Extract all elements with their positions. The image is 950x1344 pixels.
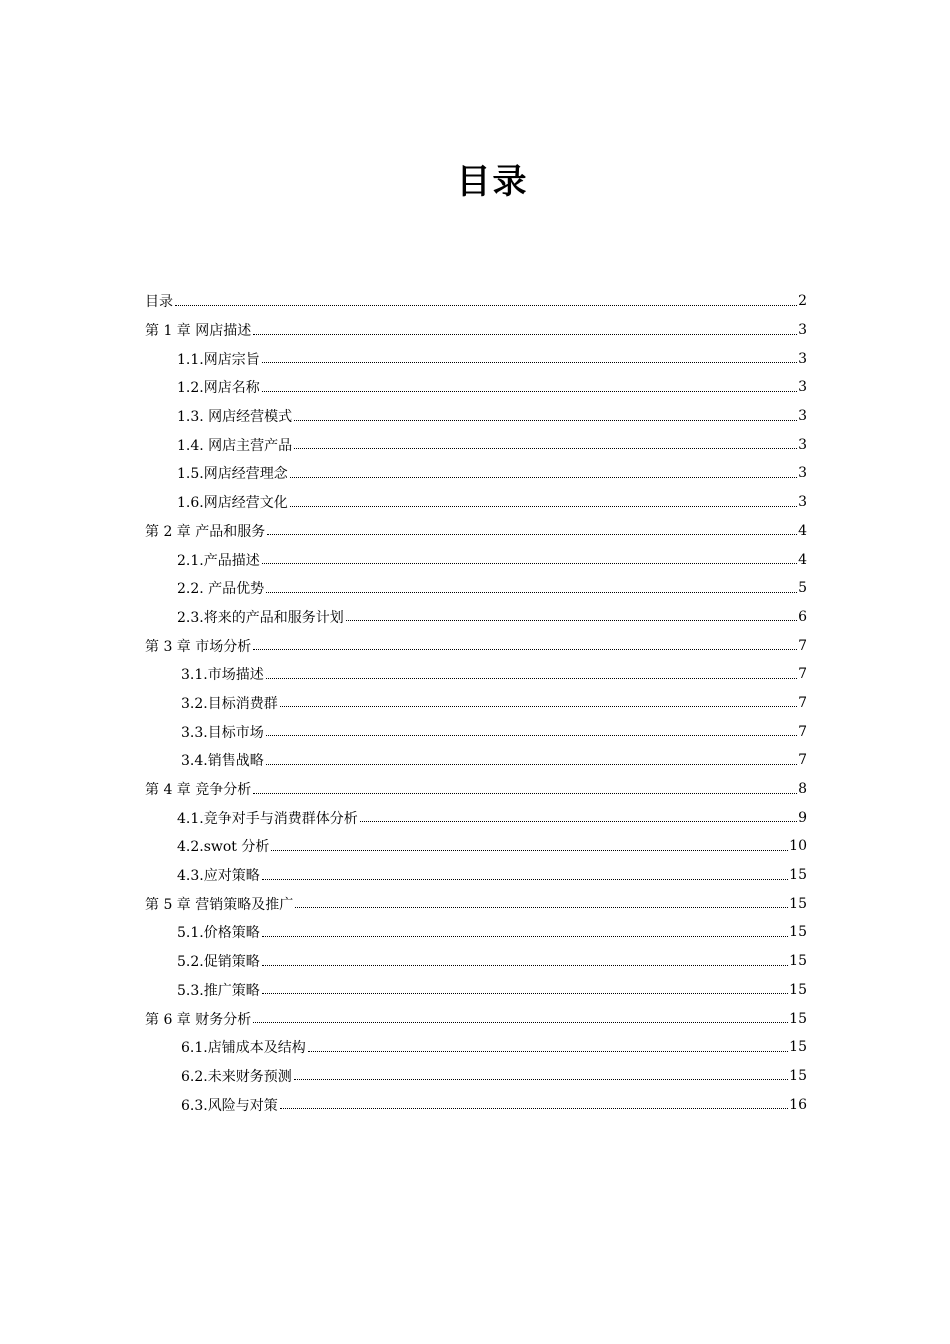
toc-section-entry[interactable] [145, 488, 807, 517]
toc-page-number: 4 [798, 522, 807, 539]
toc-page-number: 8 [798, 781, 807, 798]
toc-entry-label: 6.1.店铺成本及结构 [181, 1040, 306, 1057]
toc-page-number: 7 [798, 723, 807, 740]
dot-leader [266, 721, 797, 736]
toc-page-number: 10 [789, 838, 807, 855]
toc-entry-label: 第 1 章 网店描述 [145, 323, 252, 340]
toc-entry-label: 3.3.目标市场 [181, 724, 264, 741]
dot-leader [267, 520, 797, 535]
toc-page-number: 15 [789, 1067, 807, 1084]
toc-page-number: 15 [789, 1039, 807, 1056]
toc-page-number: 3 [798, 436, 807, 453]
dot-leader [262, 951, 788, 966]
toc-section-entry[interactable] [145, 402, 807, 431]
toc-entry-label: 5.1.价格策略 [177, 925, 260, 942]
toc-section-entry[interactable] [145, 746, 807, 775]
toc-entry-label: 5.3.推广策略 [177, 982, 260, 999]
dot-leader [280, 692, 797, 707]
toc-section-entry[interactable] [145, 947, 807, 976]
toc-page-number: 16 [789, 1096, 807, 1113]
toc-entry-label: 1.3. 网店经营模式 [177, 409, 293, 426]
toc-section-entry[interactable] [145, 976, 807, 1005]
dot-leader [262, 865, 788, 880]
toc-entry-label: 第 5 章 营销策略及推广 [145, 896, 294, 913]
dot-leader [253, 1008, 788, 1023]
dot-leader [262, 922, 788, 937]
toc-section-entry[interactable] [145, 803, 807, 832]
table-of-contents [145, 287, 807, 1119]
toc-page-number: 2 [798, 293, 807, 310]
toc-page-number: 7 [798, 666, 807, 683]
toc-chapter-entry[interactable] [145, 287, 807, 316]
dot-leader [290, 492, 797, 507]
toc-entry-label: 6.2.未来财务预测 [181, 1068, 292, 1085]
toc-entry-label: 4.2.swot 分析 [177, 839, 270, 856]
toc-entry-label: 1.6.网店经营文化 [177, 495, 288, 512]
dot-leader [308, 1037, 788, 1052]
dot-leader [294, 406, 797, 421]
dot-leader [346, 606, 797, 621]
dot-leader [280, 1094, 788, 1109]
toc-section-entry[interactable] [145, 1033, 807, 1062]
toc-page-number: 3 [798, 350, 807, 367]
toc-section-entry[interactable] [145, 373, 807, 402]
toc-page-number: 15 [789, 1010, 807, 1027]
toc-entry-label: 2.3.将来的产品和服务计划 [177, 609, 344, 626]
toc-page-number: 15 [789, 895, 807, 912]
toc-page-number: 15 [789, 981, 807, 998]
toc-entry-label: 1.5.网店经营理念 [177, 466, 288, 483]
toc-section-entry[interactable] [145, 574, 807, 603]
toc-section-entry[interactable] [145, 660, 807, 689]
toc-page-number: 7 [798, 694, 807, 711]
toc-section-entry[interactable] [145, 717, 807, 746]
toc-entry-label: 第 2 章 产品和服务 [145, 523, 266, 540]
toc-chapter-entry[interactable] [145, 631, 807, 660]
toc-entry-label: 3.4.销售战略 [181, 753, 264, 770]
toc-entry-label: 目录 [145, 294, 173, 311]
toc-page-number: 3 [798, 408, 807, 425]
toc-section-entry[interactable] [145, 861, 807, 890]
toc-chapter-entry[interactable] [145, 775, 807, 804]
toc-page-number: 4 [798, 551, 807, 568]
dot-leader [253, 779, 797, 794]
toc-section-entry[interactable] [145, 603, 807, 632]
toc-chapter-entry[interactable] [145, 517, 807, 546]
toc-section-entry[interactable] [145, 1062, 807, 1091]
toc-entry-label: 第 4 章 竞争分析 [145, 782, 252, 799]
toc-entry-label: 6.3.风险与对策 [181, 1097, 278, 1114]
toc-section-entry[interactable] [145, 689, 807, 718]
dot-leader [294, 1065, 788, 1080]
toc-entry-label: 2.2. 产品优势 [177, 581, 265, 598]
toc-section-entry[interactable] [145, 430, 807, 459]
toc-entry-label: 4.1.竞争对手与消费群体分析 [177, 810, 358, 827]
dot-leader [295, 893, 788, 908]
toc-page-number: 3 [798, 494, 807, 511]
toc-entry-label: 第 3 章 市场分析 [145, 638, 252, 655]
toc-section-entry[interactable] [145, 459, 807, 488]
dot-leader [175, 291, 797, 306]
toc-page-number: 7 [798, 637, 807, 654]
toc-entry-label: 3.2.目标消费群 [181, 695, 278, 712]
dot-leader [262, 377, 797, 392]
toc-entry-label: 5.2.促销策略 [177, 954, 260, 971]
toc-entry-label: 第 6 章 财务分析 [145, 1011, 252, 1028]
toc-entry-label: 4.3.应对策略 [177, 868, 260, 885]
dot-leader [262, 348, 797, 363]
toc-section-entry[interactable] [145, 344, 807, 373]
toc-page-number: 3 [798, 322, 807, 339]
toc-chapter-entry[interactable] [145, 1004, 807, 1033]
toc-chapter-entry[interactable] [145, 889, 807, 918]
toc-page-number: 3 [798, 379, 807, 396]
toc-page-number: 3 [798, 465, 807, 482]
toc-section-entry[interactable] [145, 832, 807, 861]
toc-section-entry[interactable] [145, 918, 807, 947]
toc-page-number: 9 [798, 809, 807, 826]
dot-leader [266, 750, 797, 765]
toc-section-entry[interactable] [145, 1090, 807, 1119]
toc-entry-label: 2.1.产品描述 [177, 552, 260, 569]
dot-leader [253, 635, 797, 650]
dot-leader [360, 807, 797, 822]
toc-page-number: 15 [789, 924, 807, 941]
dot-leader [253, 320, 797, 335]
toc-entry-label: 3.1.市场描述 [181, 667, 264, 684]
toc-page-number: 15 [789, 953, 807, 970]
toc-entry-label: 1.2.网店名称 [177, 380, 260, 397]
toc-chapter-entry[interactable] [145, 316, 807, 345]
dot-leader [262, 549, 797, 564]
toc-page-number: 5 [798, 580, 807, 597]
dot-leader [266, 578, 797, 593]
dot-leader [290, 463, 797, 478]
toc-page-number: 7 [798, 752, 807, 769]
toc-entry-label: 1.1.网店宗旨 [177, 351, 260, 368]
toc-section-entry[interactable] [145, 545, 807, 574]
dot-leader [266, 664, 797, 679]
dot-leader [294, 434, 797, 449]
dot-leader [271, 836, 788, 851]
toc-page-number: 15 [789, 867, 807, 884]
toc-entry-label: 1.4. 网店主营产品 [177, 437, 293, 454]
page-title: 目录 [456, 162, 529, 202]
toc-page-number: 6 [798, 608, 807, 625]
dot-leader [262, 979, 788, 994]
